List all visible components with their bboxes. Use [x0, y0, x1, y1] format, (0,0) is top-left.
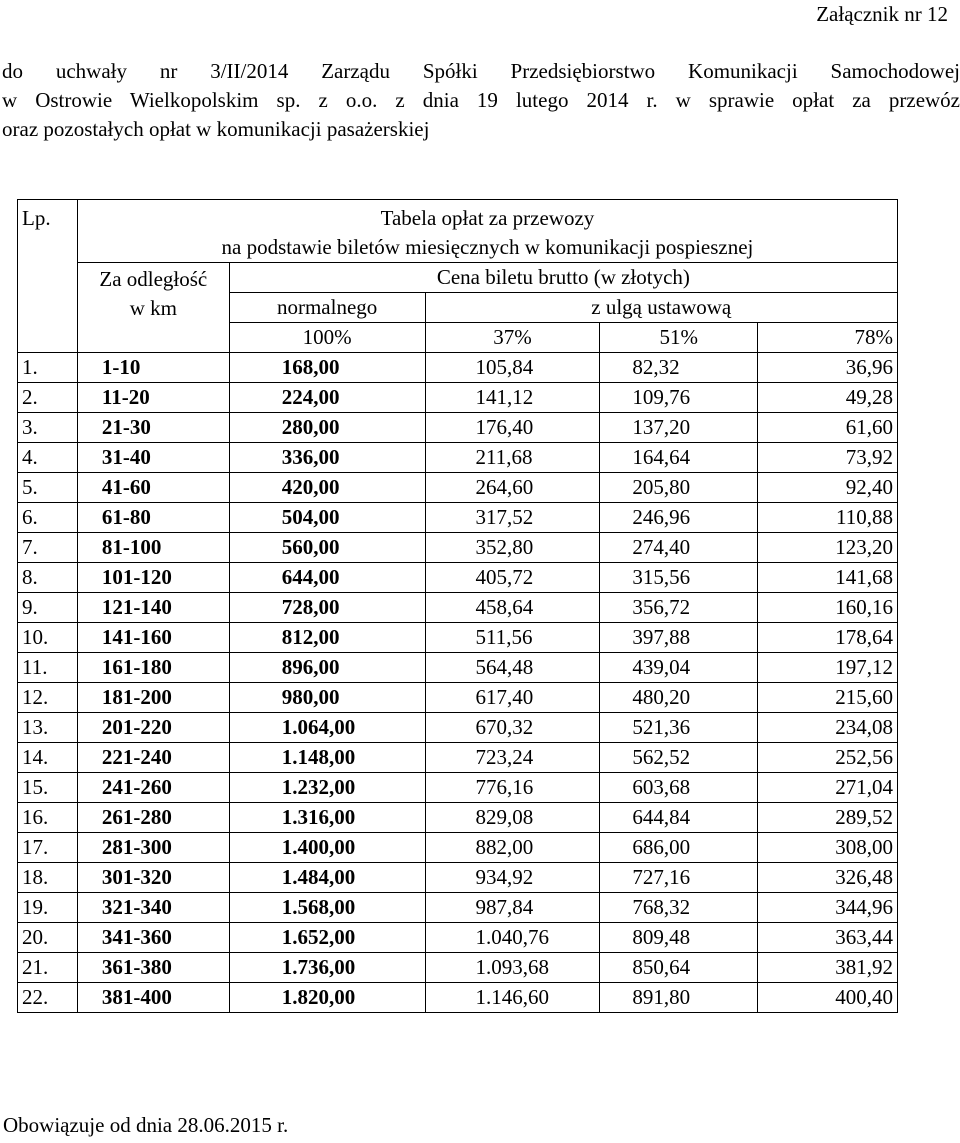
price-normal-100: 168,00 — [229, 353, 425, 383]
price-discount-37: 723,24 — [425, 743, 600, 773]
price-discount-51: 205,80 — [600, 473, 758, 503]
distance-range: 81-100 — [77, 533, 229, 563]
intro-line-2: w Ostrowie Wielkopolskim sp. z o.o. z dnia 19 lutego 2014 r. w sprawie opłat za przewóz — [2, 88, 960, 112]
effective-date: Obowiązuje od dnia 28.06.2015 r. — [3, 1113, 289, 1137]
table-row — [18, 653, 898, 683]
price-discount-51: 356,72 — [600, 593, 758, 623]
price-discount-51: 480,20 — [600, 683, 758, 713]
table-row — [18, 443, 898, 473]
price-discount-78: 61,60 — [758, 413, 898, 443]
distance-range: 361-380 — [77, 953, 229, 983]
price-discount-37: 511,56 — [425, 623, 600, 653]
table-row — [18, 953, 898, 983]
distance-range: 221-240 — [77, 743, 229, 773]
row-number: 9. — [18, 593, 78, 623]
discount-ticket-header: z ulgą ustawową — [425, 293, 897, 323]
row-number: 4. — [18, 443, 78, 473]
row-number: 16. — [18, 803, 78, 833]
price-discount-78: 271,04 — [758, 773, 898, 803]
price-discount-51: 686,00 — [600, 833, 758, 863]
table-row — [18, 893, 898, 923]
table-title — [77, 200, 897, 263]
price-discount-51: 397,88 — [600, 623, 758, 653]
price-discount-37: 882,00 — [425, 833, 600, 863]
price-discount-78: 73,92 — [758, 443, 898, 473]
price-normal-100: 560,00 — [229, 533, 425, 563]
table-row — [18, 533, 898, 563]
lp-header: Lp. — [18, 200, 78, 353]
row-number: 18. — [18, 863, 78, 893]
distance-header — [77, 263, 229, 353]
price-discount-78: 289,52 — [758, 803, 898, 833]
price-normal-100: 280,00 — [229, 413, 425, 443]
price-discount-51: 109,76 — [600, 383, 758, 413]
price-normal-100: 1.652,00 — [229, 923, 425, 953]
table-row — [18, 773, 898, 803]
price-discount-37: 1.146,60 — [425, 983, 600, 1013]
table-row — [18, 563, 898, 593]
row-number: 19. — [18, 893, 78, 923]
distance-range: 121-140 — [77, 593, 229, 623]
table-row — [18, 383, 898, 413]
price-discount-78: 363,44 — [758, 923, 898, 953]
table-title-line-1: Tabela opłat za przewozy — [380, 206, 595, 230]
price-normal-100: 420,00 — [229, 473, 425, 503]
price-discount-37: 829,08 — [425, 803, 600, 833]
price-discount-78: 123,20 — [758, 533, 898, 563]
price-discount-37: 458,64 — [425, 593, 600, 623]
distance-range: 41-60 — [77, 473, 229, 503]
distance-range: 381-400 — [77, 983, 229, 1013]
price-discount-78: 141,68 — [758, 563, 898, 593]
row-number: 6. — [18, 503, 78, 533]
table-row — [18, 353, 898, 383]
table-row — [18, 983, 898, 1013]
percent-100-header: 100% — [229, 323, 425, 353]
distance-range: 31-40 — [77, 443, 229, 473]
distance-range: 21-30 — [77, 413, 229, 443]
distance-range: 11-20 — [77, 383, 229, 413]
price-normal-100: 504,00 — [229, 503, 425, 533]
price-discount-51: 521,36 — [600, 713, 758, 743]
price-discount-78: 326,48 — [758, 863, 898, 893]
price-discount-51: 603,68 — [600, 773, 758, 803]
distance-header-line-1: Za odległość — [99, 267, 208, 291]
price-discount-78: 381,92 — [758, 953, 898, 983]
price-normal-100: 1.064,00 — [229, 713, 425, 743]
price-discount-37: 211,68 — [425, 443, 600, 473]
price-normal-100: 896,00 — [229, 653, 425, 683]
price-discount-51: 644,84 — [600, 803, 758, 833]
distance-range: 141-160 — [77, 623, 229, 653]
price-normal-100: 1.400,00 — [229, 833, 425, 863]
intro-line-3: oraz pozostałych opłat w komunikacji pasażerskiej — [2, 117, 430, 141]
price-discount-78: 215,60 — [758, 683, 898, 713]
price-discount-51: 727,16 — [600, 863, 758, 893]
table-row — [18, 833, 898, 863]
annex-label: Załącznik nr 12 — [816, 2, 948, 26]
distance-header-line-2: w km — [129, 296, 177, 320]
row-number: 13. — [18, 713, 78, 743]
price-discount-78: 344,96 — [758, 893, 898, 923]
distance-range: 101-120 — [77, 563, 229, 593]
row-number: 21. — [18, 953, 78, 983]
row-number: 2. — [18, 383, 78, 413]
price-normal-100: 644,00 — [229, 563, 425, 593]
price-discount-51: 850,64 — [600, 953, 758, 983]
row-number: 14. — [18, 743, 78, 773]
price-normal-100: 980,00 — [229, 683, 425, 713]
price-discount-78: 400,40 — [758, 983, 898, 1013]
distance-range: 1-10 — [77, 353, 229, 383]
distance-range: 301-320 — [77, 863, 229, 893]
percent-51-header: 51% — [600, 323, 758, 353]
price-normal-100: 1.232,00 — [229, 773, 425, 803]
price-discount-37: 264,60 — [425, 473, 600, 503]
price-discount-78: 197,12 — [758, 653, 898, 683]
price-discount-78: 234,08 — [758, 713, 898, 743]
row-number: 7. — [18, 533, 78, 563]
price-discount-51: 246,96 — [600, 503, 758, 533]
price-normal-100: 1.484,00 — [229, 863, 425, 893]
row-number: 8. — [18, 563, 78, 593]
row-number: 3. — [18, 413, 78, 443]
price-discount-51: 562,52 — [600, 743, 758, 773]
row-number: 1. — [18, 353, 78, 383]
table-row — [18, 683, 898, 713]
price-normal-100: 1.820,00 — [229, 983, 425, 1013]
price-discount-78: 36,96 — [758, 353, 898, 383]
price-normal-100: 812,00 — [229, 623, 425, 653]
intro-line-1: do uchwały nr 3/II/2014 Zarządu Spółki Przedsiębiorstwo Komunikacji Samochodowej — [2, 59, 960, 83]
price-discount-51: 315,56 — [600, 563, 758, 593]
price-discount-51: 164,64 — [600, 443, 758, 473]
price-discount-37: 670,32 — [425, 713, 600, 743]
resolution-reference — [2, 57, 960, 144]
price-discount-37: 1.040,76 — [425, 923, 600, 953]
price-discount-78: 160,16 — [758, 593, 898, 623]
price-discount-37: 352,80 — [425, 533, 600, 563]
row-number: 15. — [18, 773, 78, 803]
price-discount-37: 776,16 — [425, 773, 600, 803]
table-title-line-2: na podstawie biletów miesięcznych w komunikacji pospiesznej — [221, 235, 754, 259]
table-row — [18, 923, 898, 953]
price-discount-51: 891,80 — [600, 983, 758, 1013]
table-row — [18, 623, 898, 653]
price-header: Cena biletu brutto (w złotych) — [229, 263, 897, 293]
price-normal-100: 1.316,00 — [229, 803, 425, 833]
price-discount-51: 137,20 — [600, 413, 758, 443]
distance-range: 341-360 — [77, 923, 229, 953]
price-discount-37: 564,48 — [425, 653, 600, 683]
price-discount-51: 274,40 — [600, 533, 758, 563]
row-number: 5. — [18, 473, 78, 503]
price-normal-100: 224,00 — [229, 383, 425, 413]
price-discount-37: 405,72 — [425, 563, 600, 593]
price-discount-37: 176,40 — [425, 413, 600, 443]
table-row — [18, 803, 898, 833]
price-discount-78: 178,64 — [758, 623, 898, 653]
price-discount-78: 252,56 — [758, 743, 898, 773]
distance-range: 321-340 — [77, 893, 229, 923]
table-row — [18, 413, 898, 443]
price-discount-37: 934,92 — [425, 863, 600, 893]
price-discount-37: 617,40 — [425, 683, 600, 713]
price-normal-100: 728,00 — [229, 593, 425, 623]
normal-ticket-header: normalnego — [229, 293, 425, 323]
percent-78-header: 78% — [758, 323, 898, 353]
percent-37-header: 37% — [425, 323, 600, 353]
price-discount-78: 49,28 — [758, 383, 898, 413]
price-normal-100: 1.568,00 — [229, 893, 425, 923]
fee-table — [17, 199, 898, 1013]
row-number: 12. — [18, 683, 78, 713]
table-row — [18, 713, 898, 743]
table-row — [18, 743, 898, 773]
distance-range: 161-180 — [77, 653, 229, 683]
distance-range: 181-200 — [77, 683, 229, 713]
price-normal-100: 336,00 — [229, 443, 425, 473]
distance-range: 201-220 — [77, 713, 229, 743]
price-discount-51: 809,48 — [600, 923, 758, 953]
row-number: 11. — [18, 653, 78, 683]
price-discount-37: 1.093,68 — [425, 953, 600, 983]
distance-range: 61-80 — [77, 503, 229, 533]
distance-range: 241-260 — [77, 773, 229, 803]
row-number: 20. — [18, 923, 78, 953]
row-number: 22. — [18, 983, 78, 1013]
price-discount-37: 105,84 — [425, 353, 600, 383]
price-discount-37: 141,12 — [425, 383, 600, 413]
price-discount-51: 439,04 — [600, 653, 758, 683]
price-discount-78: 92,40 — [758, 473, 898, 503]
price-discount-78: 308,00 — [758, 833, 898, 863]
distance-range: 261-280 — [77, 803, 229, 833]
price-normal-100: 1.148,00 — [229, 743, 425, 773]
table-row — [18, 473, 898, 503]
row-number: 10. — [18, 623, 78, 653]
price-discount-78: 110,88 — [758, 503, 898, 533]
table-row — [18, 863, 898, 893]
price-normal-100: 1.736,00 — [229, 953, 425, 983]
price-discount-51: 768,32 — [600, 893, 758, 923]
table-row — [18, 503, 898, 533]
distance-range: 281-300 — [77, 833, 229, 863]
table-row — [18, 593, 898, 623]
price-discount-51: 82,32 — [600, 353, 758, 383]
price-discount-37: 987,84 — [425, 893, 600, 923]
price-discount-37: 317,52 — [425, 503, 600, 533]
row-number: 17. — [18, 833, 78, 863]
